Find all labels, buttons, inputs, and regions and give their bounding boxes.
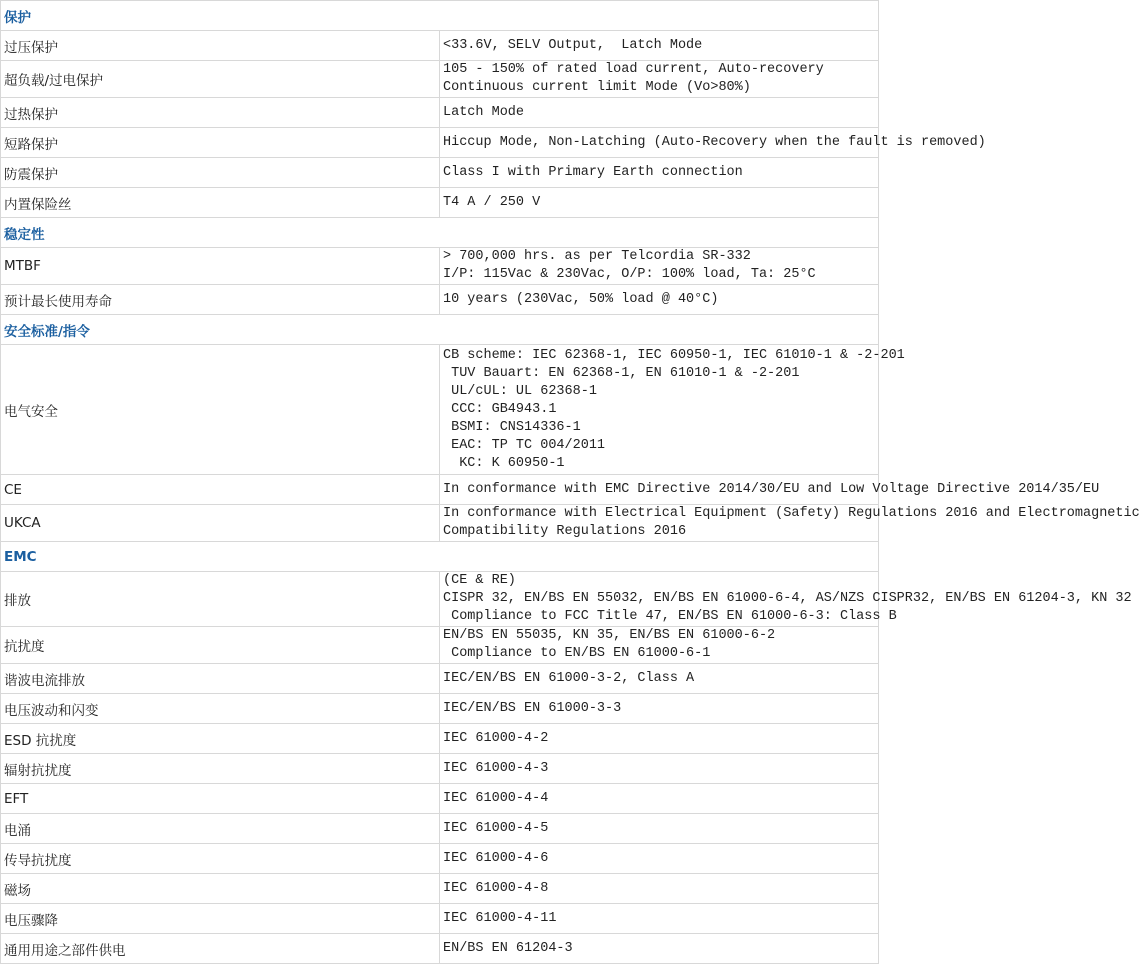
spec-value <box>440 285 879 315</box>
spec-row <box>1 345 879 475</box>
spec-value <box>440 31 879 61</box>
spec-value-line: Compliance to EN/BS EN 61000-6-1 <box>443 646 711 661</box>
spec-label: 抗扰度 <box>1 627 440 664</box>
spec-value-line: IEC/EN/BS EN 61000-3-2, Class A <box>443 670 695 686</box>
spec-label: 谐波电流排放 <box>1 664 440 694</box>
spec-value-line: IEC 61000-4-6 <box>443 850 549 866</box>
spec-value <box>440 664 879 694</box>
spec-value-line: CB scheme: IEC 62368-1, IEC 60950-1, IEC 61010-1 & -2-201 <box>443 347 905 363</box>
spec-value <box>440 934 879 964</box>
spec-value-line: Compatibility Regulations 2016 <box>443 524 687 539</box>
spec-value-line: CISPR 32, EN/BS EN 55032, EN/BS EN 61000-6-4, AS/NZS CISPR32, EN/BS EN 61204-3, KN 32 <box>443 591 1132 606</box>
spec-label: 过压保护 <box>1 31 440 61</box>
spec-value-line: UL/cUL: UL 62368-1 <box>443 383 597 399</box>
spec-label: 通用用途之部件供电 <box>1 934 440 964</box>
spec-label: 排放 <box>1 572 440 627</box>
spec-value-line: T4 A / 250 V <box>443 194 541 210</box>
section-header <box>1 1 879 31</box>
spec-row <box>1 128 879 158</box>
spec-value <box>440 627 879 664</box>
spec-table-body <box>1 1 1140 964</box>
spec-value <box>440 754 879 784</box>
spec-value <box>440 874 879 904</box>
spec-value-line: I/P: 115Vac & 230Vac, O/P: 100% load, Ta: 25°C <box>443 267 816 282</box>
spec-row <box>1 844 879 874</box>
section-header <box>1 218 879 248</box>
spec-value-line: EAC: TP TC 004/2011 <box>443 437 606 453</box>
spec-label: EFT <box>1 784 440 814</box>
spec-label: CE <box>1 475 440 505</box>
spec-label: MTBF <box>1 248 440 285</box>
spec-value-line: > 700,000 hrs. as per Telcordia SR-332 <box>443 249 751 264</box>
spec-value-line: EN/BS EN 61204-3 <box>443 940 573 956</box>
spec-label: 防震保护 <box>1 158 440 188</box>
spec-value-line: IEC 61000-4-8 <box>443 880 549 896</box>
spec-value <box>440 844 879 874</box>
spec-row <box>1 61 879 98</box>
spec-row <box>1 475 879 505</box>
spec-value <box>440 345 905 475</box>
spec-value-line: Class I with Primary Earth connection <box>443 164 743 180</box>
spec-label: 磁场 <box>1 874 440 904</box>
spec-label: 过热保护 <box>1 98 440 128</box>
section-title: EMC <box>1 542 879 572</box>
section-title: 保护 <box>1 1 879 31</box>
spec-value-line: IEC 61000-4-5 <box>443 820 549 836</box>
spec-label: 预计最长使用寿命 <box>1 285 440 315</box>
spec-label: 电压骤降 <box>1 904 440 934</box>
spec-row <box>1 904 879 934</box>
spec-row <box>1 664 879 694</box>
spec-value-line: 105 - 150% of rated load current, Auto-recovery <box>443 62 824 77</box>
spec-row <box>1 814 879 844</box>
spec-label: 内置保险丝 <box>1 188 440 218</box>
spec-row <box>1 248 879 285</box>
spec-value <box>440 188 879 218</box>
spec-value-line: Hiccup Mode, Non-Latching (Auto-Recovery when the fault is removed) <box>443 134 986 150</box>
spec-value-line: IEC 61000-4-3 <box>443 760 549 776</box>
spec-value-line: EN/BS EN 55035, KN 35, EN/BS EN 61000-6-2 <box>443 628 776 643</box>
spec-value-line: IEC 61000-4-4 <box>443 790 549 806</box>
spec-row <box>1 784 879 814</box>
section-title: 稳定性 <box>1 218 879 248</box>
spec-label: 超负载/过电保护 <box>1 61 440 98</box>
spec-value-line: Compliance to FCC Title 47, EN/BS EN 61000-6-3: Class B <box>443 609 897 624</box>
spec-row <box>1 874 879 904</box>
spec-value-line: <33.6V, SELV Output, Latch Mode <box>443 37 703 53</box>
spec-value <box>440 784 879 814</box>
spec-label: UKCA <box>1 505 440 542</box>
spec-row <box>1 754 879 784</box>
spec-row <box>1 627 879 664</box>
spec-value <box>440 158 879 188</box>
spec-value <box>440 694 879 724</box>
spec-value-line: In conformance with Electrical Equipment (Safety) Regulations 2016 and Electromagnetic <box>443 506 1140 521</box>
spec-row <box>1 158 879 188</box>
section-title: 安全标准/指令 <box>1 315 879 345</box>
spec-value-line: BSMI: CNS14336-1 <box>443 419 581 435</box>
spec-row <box>1 934 879 964</box>
spec-value-line: IEC 61000-4-2 <box>443 730 549 746</box>
spec-row <box>1 31 879 61</box>
spec-value <box>440 904 879 934</box>
spec-value-line: KC: K 60950-1 <box>443 455 565 471</box>
spec-value-line: Continuous current limit Mode (Vo>80%) <box>443 80 751 95</box>
spec-value-line: IEC/EN/BS EN 61000-3-3 <box>443 700 622 716</box>
spec-value <box>440 505 1140 542</box>
spec-value-line: 10 years (230Vac, 50% load @ 40°C) <box>443 291 719 307</box>
spec-value-line: (CE & RE) <box>443 573 516 588</box>
spec-label: 电压波动和闪变 <box>1 694 440 724</box>
spec-value-line: Latch Mode <box>443 104 525 120</box>
spec-row <box>1 188 879 218</box>
spec-label: 辐射抗扰度 <box>1 754 440 784</box>
spec-value-line: In conformance with EMC Directive 2014/30/EU and Low Voltage Directive 2014/35/EU <box>443 481 1100 497</box>
spec-label: 电气安全 <box>1 345 440 475</box>
spec-value-line: CCC: GB4943.1 <box>443 401 557 417</box>
spec-row <box>1 724 879 754</box>
spec-row <box>1 98 879 128</box>
spec-row <box>1 572 879 627</box>
spec-label: 电涌 <box>1 814 440 844</box>
spec-row <box>1 285 879 315</box>
spec-value <box>440 61 879 98</box>
spec-label: 短路保护 <box>1 128 440 158</box>
spec-value <box>440 814 879 844</box>
spec-value-line: IEC 61000-4-11 <box>443 910 557 926</box>
section-header <box>1 542 879 572</box>
spec-value <box>440 128 986 158</box>
spec-value <box>440 572 1132 627</box>
spec-value <box>440 724 879 754</box>
spec-label: ESD 抗扰度 <box>1 724 440 754</box>
spec-row <box>1 505 879 542</box>
spec-row <box>1 694 879 724</box>
spec-value <box>440 248 879 285</box>
section-header <box>1 315 879 345</box>
spec-value <box>440 475 1100 505</box>
spec-value <box>440 98 879 128</box>
spec-label: 传导抗扰度 <box>1 844 440 874</box>
spec-value-line: TUV Bauart: EN 62368-1, EN 61010-1 & -2-201 <box>443 365 800 381</box>
